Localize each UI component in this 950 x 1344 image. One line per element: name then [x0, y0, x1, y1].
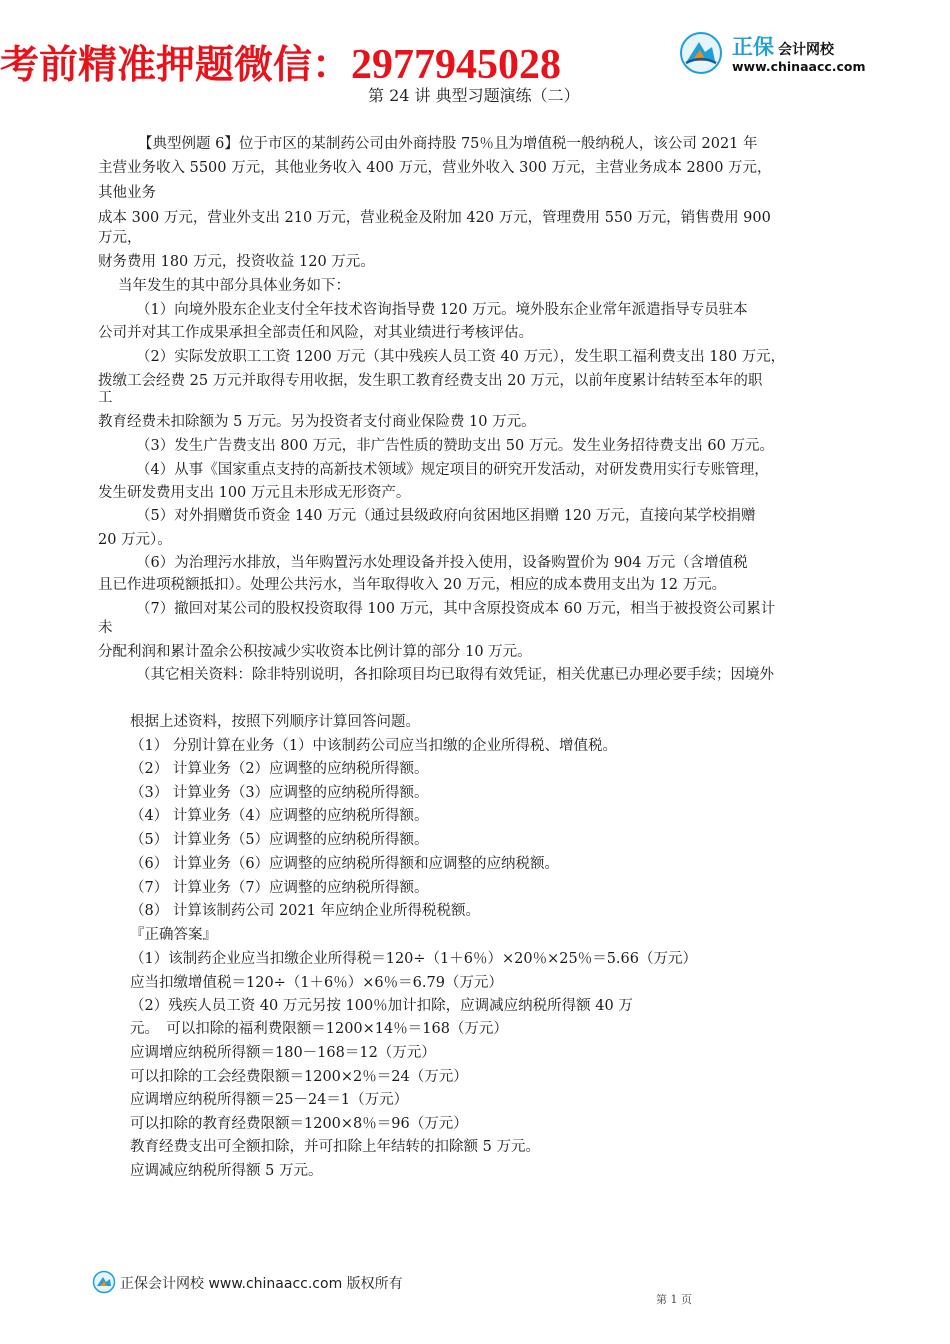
body-line: 公司并对其工作成果承担全部责任和风险，对其业绩进行考核评估。: [98, 325, 533, 341]
body-line: 可以扣除的教育经费限额＝1200×8％＝96（万元）: [130, 1116, 468, 1132]
body-line: （2）实际发放职工工资 1200 万元（其中残疾人员工资 40 万元），发生职工福利费支出 180 万元，: [136, 349, 786, 365]
body-line: 元。 可以扣除的福利费限额＝1200×14％＝168（万元）: [130, 1021, 508, 1037]
lecture-heading: 第 24 讲 典型习题演练（二）: [368, 86, 580, 105]
body-line: （1）向境外股东企业支付全年技术咨询指导费 120 万元。境外股东企业常年派遣指导专员驻本: [136, 302, 748, 318]
body-line: （5） 计算业务（5）应调整的应纳税所得额。: [130, 832, 429, 848]
body-line: （4）从事《国家重点支持的高新技术领域》规定项目的研究开发活动，对研发费用实行专账管理，: [136, 462, 769, 478]
body-line: （2）残疾人员工资 40 万元另按 100％加计扣除，应调减应纳税所得额 40 万: [130, 998, 633, 1014]
promo-banner-prefix: 考前精准押题微信：: [0, 42, 352, 88]
footer-url[interactable]: www.chinaacc.com: [208, 1276, 343, 1292]
body-line: 当年发生的其中部分具体业务如下：: [118, 278, 350, 294]
body-line: 应当扣缴增值税＝120÷（1＋6％）×6％＝6.79（万元）: [130, 975, 503, 991]
body-line: 且已作进项税额抵扣）。处理公共污水，当年取得收入 20 万元，相应的成本费用支出为 12 万元。: [98, 577, 727, 593]
body-line: （1）该制药企业应当扣缴企业所得税＝120÷（1＋6％）×20％×25％＝5.66（万元）: [130, 951, 697, 967]
body-line: （2） 计算业务（2）应调整的应纳税所得额。: [130, 761, 429, 777]
body-line: （7）撤回对某公司的股权投资取得 100 万元，其中含原投资成本 60 万元，相当于被投资公司累计: [136, 601, 776, 617]
body-line: 教育经费未扣除额为 5 万元。另为投资者支付商业保险费 10 万元。: [98, 414, 536, 430]
body-line: （其它相关资料：除非特别说明，各扣除项目均已取得有效凭证，相关优惠已办理必要手续；因境外: [136, 667, 774, 683]
body-line: 拨缴工会经费 25 万元并取得专用收据，发生职工教育经费支出 20 万元，以前年度累计结转至本年的职: [98, 373, 763, 389]
body-line: （7） 计算业务（7）应调整的应纳税所得额。: [130, 880, 429, 896]
body-line: （8） 计算该制药公司 2021 年应纳企业所得税税额。: [130, 903, 480, 919]
footer-text: [120, 1273, 403, 1293]
body-line: 其他业务: [98, 185, 156, 201]
body-line: 分配利润和累计盈余公积按减少实收资本比例计算的部分 10 万元。: [98, 644, 532, 660]
body-line: （3）发生广告费支出 800 万元，非广告性质的赞助支出 50 万元。发生业务招待费支出 60 万元。: [136, 438, 774, 454]
body-line: （6）为治理污水排放，当年购置污水处理设备并投入使用，设备购置价为 904 万元（含增值税: [136, 555, 748, 571]
body-line: 财务费用 180 万元，投资收益 120 万元。: [98, 254, 375, 270]
promo-banner-number: 2977945028: [351, 42, 562, 88]
body-line: 主营业务收入 5500 万元，其他业务收入 400 万元，营业外收入 300 万元，主营业务成本 2800 万元，: [98, 160, 772, 176]
body-line: （5）对外捐赠货币资金 140 万元（通过县级政府向贫困地区捐赠 120 万元，直接向某学校捐赠: [136, 508, 756, 524]
body-line: 工: [98, 390, 113, 406]
logo-brand-sub: 会计网校: [778, 42, 834, 58]
body-line: 20 万元）。: [98, 532, 172, 548]
site-logo[interactable]: [676, 28, 876, 78]
page-number: 第 1 页: [656, 1293, 692, 1306]
body-line: 【典型例题 6】位于市区的某制药公司由外商持股 75％且为增值税一般纳税人，该公司 2021 年: [138, 136, 758, 152]
body-line: 发生研发费用支出 100 万元且未形成无形资产。: [98, 485, 411, 501]
body-line: 万元，: [98, 230, 142, 246]
body-line: 未: [98, 620, 113, 636]
footer-brand: 正保会计网校: [120, 1276, 204, 1292]
body-line: 根据上述资料，按照下列顺序计算回答问题。: [130, 714, 420, 730]
body-line: （1） 分别计算在业务（1）中该制药公司应当扣缴的企业所得税、增值税。: [130, 738, 618, 754]
logo-url: www.chinaacc.com: [732, 59, 866, 74]
body-line: 应调增应纳税所得额＝25－24＝1（万元）: [130, 1092, 409, 1108]
body-line: 应调减应纳税所得额 5 万元。: [130, 1163, 323, 1179]
logo-brand: [732, 31, 834, 61]
footer-logo-icon: [92, 1270, 116, 1294]
body-line: （4） 计算业务（4）应调整的应纳税所得额。: [130, 808, 429, 824]
answer-heading: 『正确答案』: [130, 927, 217, 943]
body-line: 应调增应纳税所得额＝180－168＝12（万元）: [130, 1045, 436, 1061]
logo-emblem-icon: [678, 30, 724, 76]
footer-rights: 版权所有: [346, 1276, 403, 1292]
body-line: 可以扣除的工会经费限额＝1200×2％＝24（万元）: [130, 1069, 468, 1085]
logo-brand-main: 正保: [732, 35, 774, 59]
body-line: （3） 计算业务（3）应调整的应纳税所得额。: [130, 785, 429, 801]
body-line: 教育经费支出可全额扣除，并可扣除上年结转的扣除额 5 万元。: [130, 1139, 540, 1155]
body-line: 成本 300 万元，营业外支出 210 万元，营业税金及附加 420 万元，管理费用 550 万元，销售费用 900: [98, 210, 771, 226]
body-line: （6） 计算业务（6）应调整的应纳税所得额和应调整的应纳税额。: [130, 856, 560, 872]
